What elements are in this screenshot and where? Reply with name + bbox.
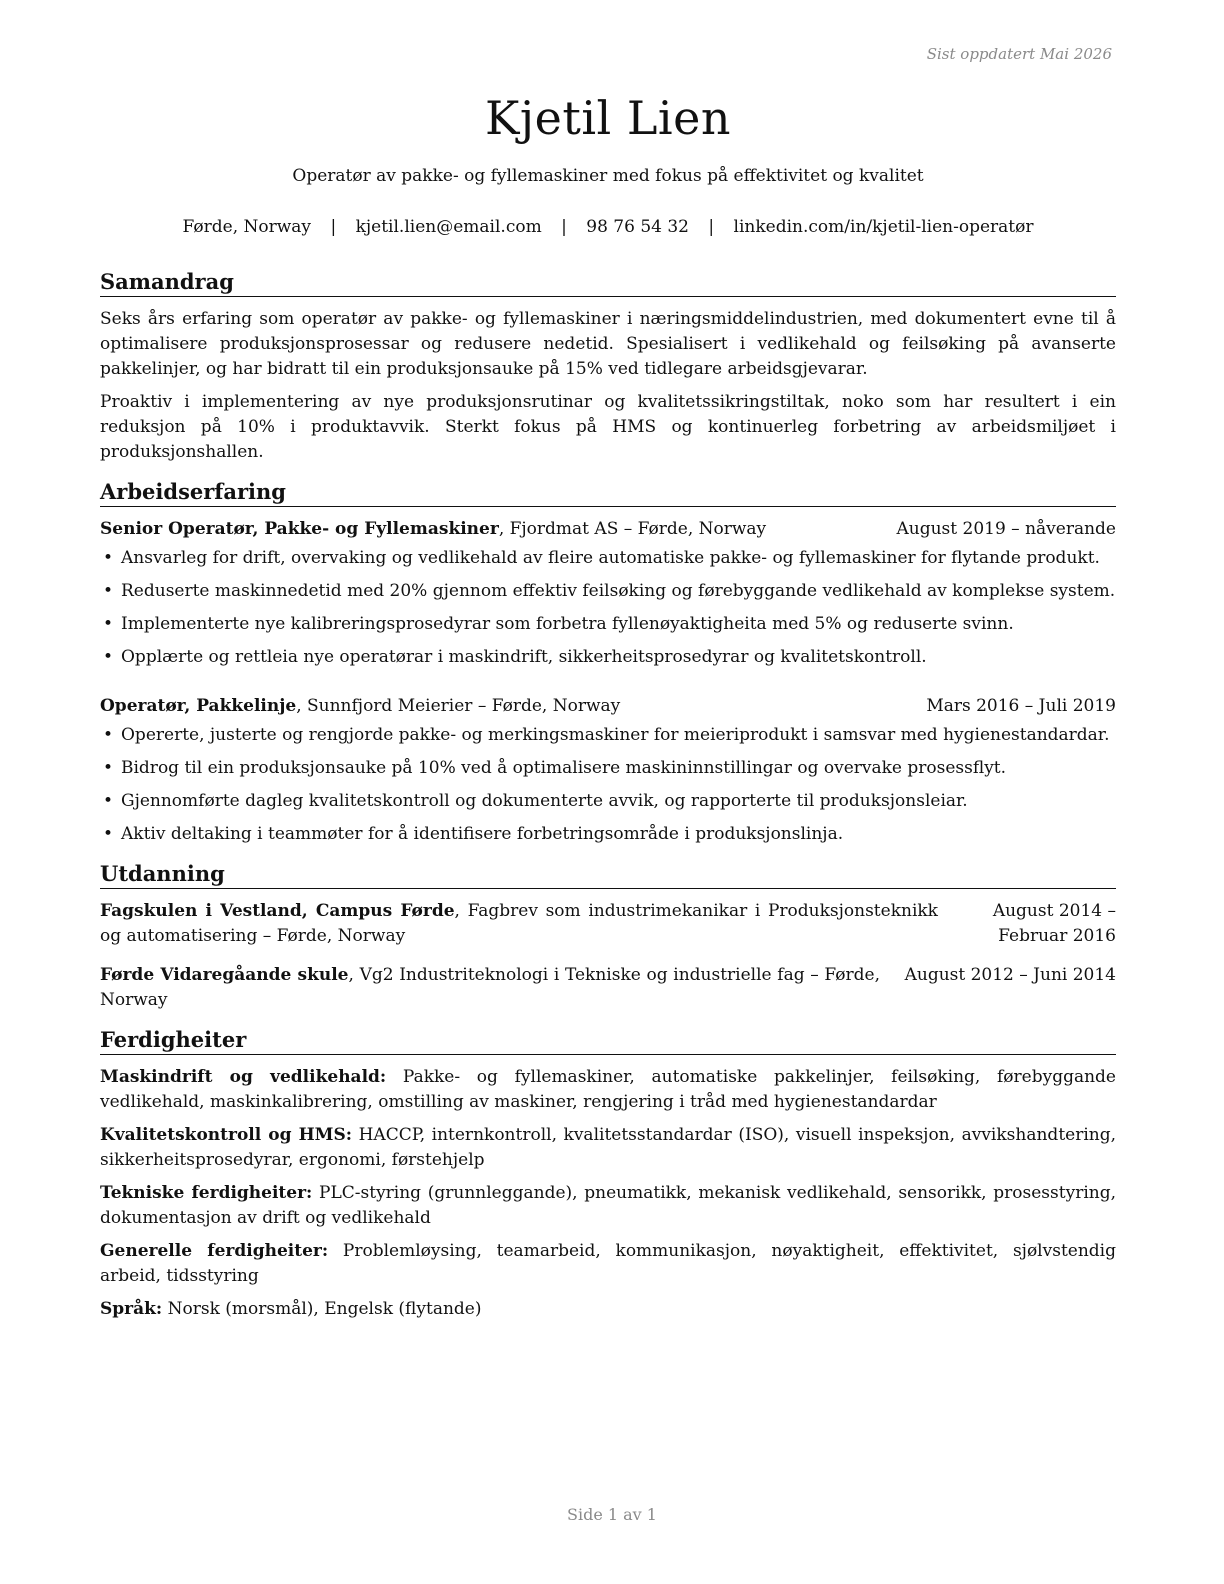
bullet-icon: •	[103, 791, 114, 811]
job-title-line	[100, 694, 620, 719]
bullet-text: Ansvarleg for drift, overvaking og vedlikehald av fleire automatiske pakke- og fyllemaskiner for flytande produkt.	[121, 548, 1100, 568]
contact-email[interactable]: kjetil.lien@email.com	[355, 217, 542, 237]
bullet-text: Bidrog til ein produksjonsauke på 10% ved å optimalisere maskininnstillingar og overvake prosessflyt.	[121, 758, 1007, 778]
bullet-text: Implementerte nye kalibreringsprosedyrar som forbetra fyllenøyaktigheita med 5% og reduserte svinn.	[121, 614, 1014, 634]
education-detail: , Fagbrev som industrimekanikar i Produksjonsteknikk og automatisering – Førde, Norway	[100, 901, 938, 946]
bullet-text: Gjennomførte dagleg kvalitetskontroll og dokumenterte avvik, og rapporterte til produksjonsleiar.	[121, 791, 968, 811]
skill-text: Problemløysing, teamarbeid, kommunikasjon, nøyaktigheit, effektivitet, sjølvstendig arbeid, tidsstyring	[100, 1241, 1116, 1286]
bullet-icon: •	[103, 824, 114, 844]
job-bullet	[100, 645, 1116, 670]
education-dates: August 2014 – Februar 2016	[992, 901, 1116, 946]
section-title-experience: Arbeidserfaring	[100, 479, 1116, 507]
contact-separator: |	[561, 217, 567, 237]
skill-text: PLC-styring (grunnleggande), pneumatikk, mekanisk vedlikehald, sensorikk, prosesstyring, dokumentasjon av drift og vedlikehald	[100, 1183, 1116, 1228]
job-bullets	[100, 723, 1116, 847]
skills-section	[100, 1027, 1116, 1322]
skill-item	[100, 1181, 1116, 1231]
job-role: Senior Operatør, Pakke- og Fyllemaskiner	[100, 519, 499, 539]
skill-label: Generelle ferdigheiter:	[100, 1241, 329, 1261]
job-dates: August 2019 – nåverande	[896, 519, 1116, 539]
job-header	[100, 694, 1116, 719]
job-entry	[100, 694, 1116, 847]
experience-section	[100, 479, 1116, 847]
skill-item	[100, 1123, 1116, 1173]
headline: Operatør av pakke- og fyllemaskiner med fokus på effektivitet og kvalitet	[292, 166, 924, 186]
job-dates: Mars 2016 – Juli 2019	[926, 696, 1116, 716]
job-org: , Fjordmat AS – Førde, Norway	[498, 519, 767, 539]
job-bullet	[100, 789, 1116, 814]
education-main	[100, 899, 938, 949]
skill-label: Språk:	[100, 1299, 163, 1319]
bullet-text: Opererte, justerte og rengjorde pakke- og merkingsmaskiner for meieriprodukt i samsvar med hygienestandardar.	[121, 725, 1110, 745]
education-entry	[100, 899, 1116, 949]
skill-item	[100, 1297, 1116, 1322]
last-updated: Sist oppdatert Mai 2026	[926, 45, 1112, 63]
skill-text: Pakke- og fyllemaskiner, automatiske pakkelinjer, feilsøking, førebyggande vedlikehald, maskinkalibrering, omstilling av maskiner, rengjering i tråd med hygienestandardar	[100, 1067, 1116, 1112]
job-entry	[100, 517, 1116, 670]
skill-label: Tekniske ferdigheiter:	[100, 1183, 313, 1203]
job-bullet	[100, 579, 1116, 604]
skill-item	[100, 1239, 1116, 1289]
job-bullet	[100, 546, 1116, 571]
education-dates: August 2012 – Juni 2014	[904, 965, 1116, 985]
contact-line	[100, 215, 1116, 239]
job-bullets	[100, 546, 1116, 670]
bullet-text: Aktiv deltaking i teammøter for å identifisere forbetringsområde i produksjonslinja.	[121, 824, 844, 844]
education-main	[100, 963, 880, 1013]
bullet-icon: •	[103, 548, 114, 568]
education-school: Førde Vidaregåande skule	[100, 965, 349, 985]
section-title-summary: Samandrag	[100, 269, 1116, 297]
job-header	[100, 517, 1116, 542]
skill-label: Kvalitetskontroll og HMS:	[100, 1125, 353, 1145]
contact-linkedin[interactable]: linkedin.com/in/kjetil-lien-operatør	[733, 217, 1034, 237]
summary-section	[100, 269, 1116, 465]
page-number: Side 1 av 1	[567, 1505, 657, 1524]
contact-location: Førde, Norway	[182, 217, 312, 237]
contact-separator: |	[708, 217, 715, 237]
contact-separator: |	[330, 217, 337, 237]
section-title-skills: Ferdigheiter	[100, 1027, 1116, 1055]
education-detail: , Vg2 Industriteknologi i Tekniske og industrielle fag – Førde, Norway	[100, 965, 880, 1010]
summary-paragraph: Seks års erfaring som operatør av pakke- og fyllemaskiner i næringsmiddelindustrien, med dokumentert evne til å optimalisere produksjonsprosessar og redusere nedetid. Spesialisert i vedlikehald og feilsøking på avanserte pakkelinjer, og har bidratt til ein produksjonsauke på 15% ved tidlegare arbeidsgjevarar.	[100, 309, 1116, 379]
job-bullet	[100, 822, 1116, 847]
skill-label: Maskindrift og vedlikehald:	[100, 1067, 387, 1087]
education-entry	[100, 963, 1116, 1013]
section-title-education: Utdanning	[100, 861, 1116, 889]
candidate-name: Kjetil Lien	[485, 91, 731, 145]
job-role: Operatør, Pakkelinje	[100, 696, 297, 716]
skill-text: Norsk (morsmål), Engelsk (flytande)	[162, 1299, 482, 1319]
job-bullet	[100, 612, 1116, 637]
bullet-text: Reduserte maskinnedetid med 20% gjennom effektiv feilsøking og førebyggande vedlikehald av komplekse system.	[121, 581, 1116, 601]
skill-item	[100, 1065, 1116, 1115]
bullet-icon: •	[103, 614, 114, 634]
education-section	[100, 861, 1116, 1013]
job-title-line	[100, 517, 766, 542]
bullet-icon: •	[103, 725, 114, 745]
bullet-icon: •	[103, 758, 114, 778]
summary-paragraph: Proaktiv i implementering av nye produksjonsrutinar og kvalitetssikringstiltak, noko som har resultert i ein reduksjon på 10% i produktavvik. Sterkt fokus på HMS og kontinuerleg forbetring av arbeidsmiljøet i produksjonshallen.	[100, 392, 1116, 462]
job-bullet	[100, 756, 1116, 781]
job-bullet	[100, 723, 1116, 748]
bullet-text: Opplærte og rettleia nye operatørar i maskindrift, sikkerheitsprosedyrar og kvalitetskontroll.	[121, 647, 927, 667]
job-org: , Sunnfjord Meierier – Førde, Norway	[296, 696, 621, 716]
bullet-icon: •	[103, 647, 114, 667]
education-school: Fagskulen i Vestland, Campus Førde	[100, 901, 455, 921]
contact-phone: 98 76 54 32	[586, 217, 689, 237]
bullet-icon: •	[103, 581, 114, 601]
skill-text: HACCP, internkontroll, kvalitetsstandardar (ISO), visuell inspeksjon, avvikshandtering, sikkerheitsprosedyrar, ergonomi, førstehjelp	[100, 1125, 1117, 1170]
